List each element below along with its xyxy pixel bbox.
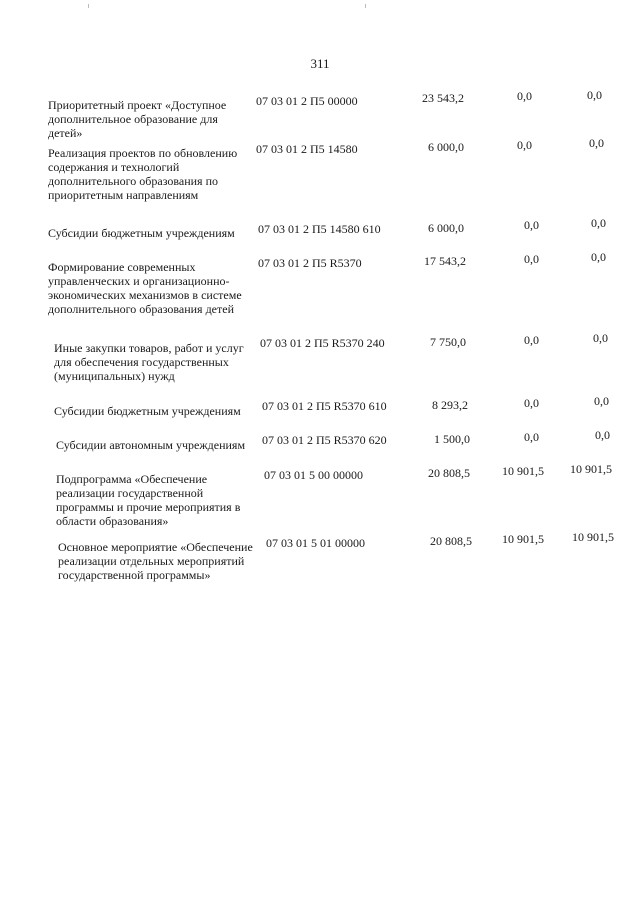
row-value-3: 0,0 [587,88,602,102]
row-name: Основное мероприятие «Обеспечение реализации отдельных мероприятий государственной программы» [58,540,253,582]
row-value-2: 0,0 [524,430,539,444]
row-value-3: 10 901,5 [572,530,614,544]
row-name: Иные закупки товаров, работ и услуг для обеспечения государственных (муниципальных) нужд [54,341,244,383]
row-name: Реализация проектов по обновлению содержания и технологий дополнительного образования по приоритетным направлениям [48,146,238,202]
row-value-3: 10 901,5 [570,462,612,476]
row-value-3: 0,0 [593,331,608,345]
row-code: 07 03 01 2 П5 14580 [256,142,358,156]
row-value-2: 0,0 [524,396,539,410]
row-value-2: 0,0 [524,218,539,232]
row-code: 07 03 01 2 П5 R5370 240 [260,336,385,350]
row-value-1: 6 000,0 [428,221,464,235]
row-name: Формирование современных управленческих и организационно-экономических механизмов в системе дополнительного образования детей [48,260,242,316]
row-value-3: 0,0 [589,136,604,150]
row-value-2: 0,0 [517,89,532,103]
row-value-1: 20 808,5 [428,466,470,480]
row-name: Субсидии бюджетным учреждениям [54,404,241,418]
row-value-1: 20 808,5 [430,534,472,548]
row-value-1: 8 293,2 [432,398,468,412]
row-code: 07 03 01 5 00 00000 [264,468,363,482]
row-value-2: 0,0 [524,333,539,347]
row-value-1: 1 500,0 [434,432,470,446]
page-number: 311 [310,56,330,71]
row-name: Подпрограмма «Обеспечение реализации государственной программы и прочие мероприятия в области образования» [56,472,241,528]
row-value-3: 0,0 [591,250,606,264]
row-name: Субсидии автономным учреждениям [56,438,246,452]
row-name: Субсидии бюджетным учреждениям [48,226,235,240]
row-name: Приоритетный проект «Доступное дополнительное образование для детей» [48,98,227,140]
row-value-1: 17 543,2 [424,254,466,268]
row-value-3: 0,0 [595,428,610,442]
row-value-2: 10 901,5 [502,532,544,546]
row-value-1: 23 543,2 [422,91,464,105]
row-value-2: 0,0 [517,138,532,152]
row-value-3: 0,0 [591,216,606,230]
row-code: 07 03 01 5 01 00000 [266,536,365,550]
row-value-3: 0,0 [594,394,609,408]
row-value-2: 10 901,5 [502,464,544,478]
row-value-1: 7 750,0 [430,335,466,349]
row-code: 07 03 01 2 П5 R5370 620 [262,433,387,447]
row-value-2: 0,0 [524,252,539,266]
row-code: 07 03 01 2 П5 R5370 610 [262,399,387,413]
row-code: 07 03 01 2 П5 14580 610 [258,222,381,236]
row-code: 07 03 01 2 П5 R5370 [258,256,362,270]
row-code: 07 03 01 2 П5 00000 [256,94,358,108]
row-value-1: 6 000,0 [428,140,464,154]
